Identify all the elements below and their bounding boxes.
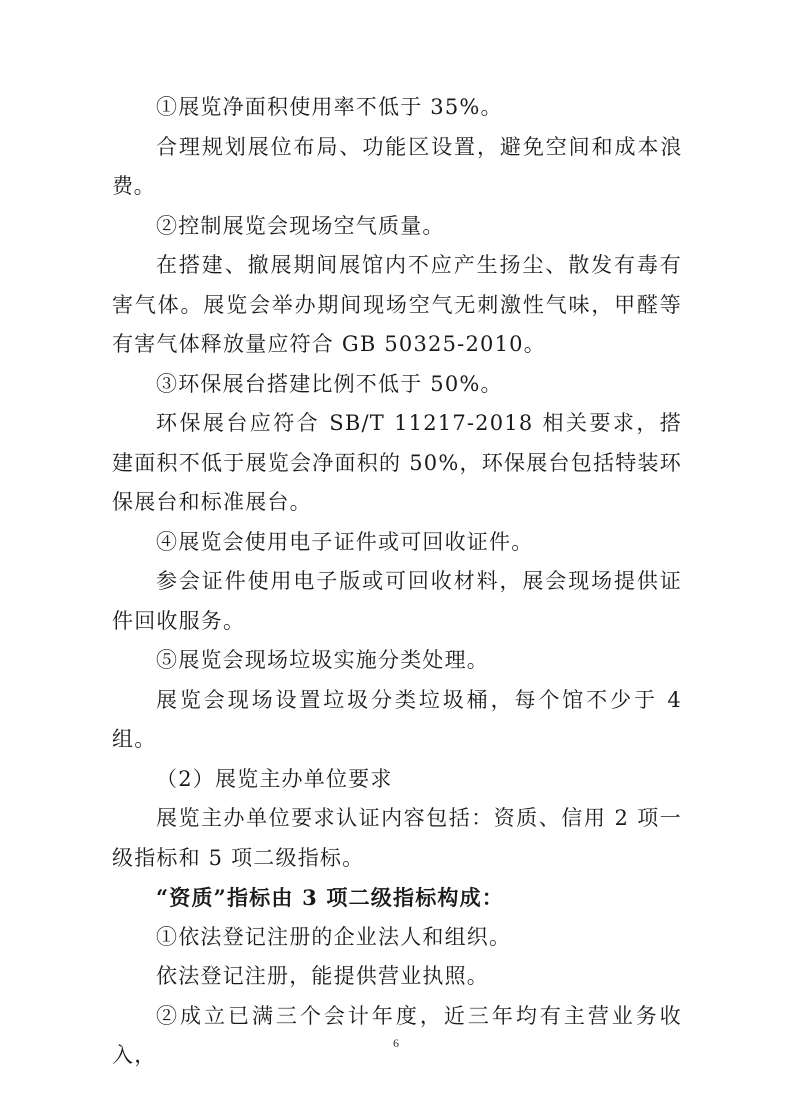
item-3-eco-booth-ratio: ③环保展台搭建比例不低于 50%。	[156, 371, 503, 396]
section-2-description: 展览主办单位要求认证内容包括：资质、信用 2 项一级指标和 5 项二级指标。	[112, 806, 682, 870]
qualification-item-1-description: 依法登记注册，能提供营业执照。	[156, 964, 489, 988]
item-4-description: 参会证件使用电子版或可回收材料，展会现场提供证件回收服务。	[112, 569, 682, 633]
item-1-description: 合理规划展位布局、功能区设置，避免空间和成本浪费。	[112, 134, 682, 198]
document-body	[112, 88, 682, 1076]
item-5-waste-sorting: ⑤展览会现场垃圾实施分类处理。	[156, 648, 489, 672]
item-2-description: 在搭建、撤展期间展馆内不应产生扬尘、散发有毒有害气体。展览会举办期间现场空气无刺激性气味，甲醛等有害气体释放量应符合 GB 50325-2010。	[112, 253, 682, 356]
item-1-net-area-usage: ①展览净面积使用率不低于 35%。	[156, 95, 503, 119]
qualification-item-2: ②成立已满三个会计年度，近三年均有主营业务收入，	[112, 1003, 682, 1067]
item-2-air-quality: ②控制展览会现场空气质量。	[156, 213, 445, 238]
qualification-heading: “资质”指标由 3 项二级指标构成：	[156, 885, 504, 910]
item-5-description: 展览会现场设置垃圾分类垃圾桶，每个馆不少于 4 组。	[112, 687, 682, 751]
item-3-description: 环保展台应符合 SB/T 11217-2018 相关要求，搭建面积不低于展览会净面积的 50%，环保展台包括特装环保展台和标准展台。	[112, 411, 682, 514]
item-4-electronic-badges: ④展览会使用电子证件或可回收证件。	[156, 529, 534, 554]
section-2-heading: （2）展览主办单位要求	[156, 766, 393, 791]
qualification-item-1: ①依法登记注册的企业法人和组织。	[156, 924, 512, 949]
page-number: 6	[393, 1036, 399, 1050]
